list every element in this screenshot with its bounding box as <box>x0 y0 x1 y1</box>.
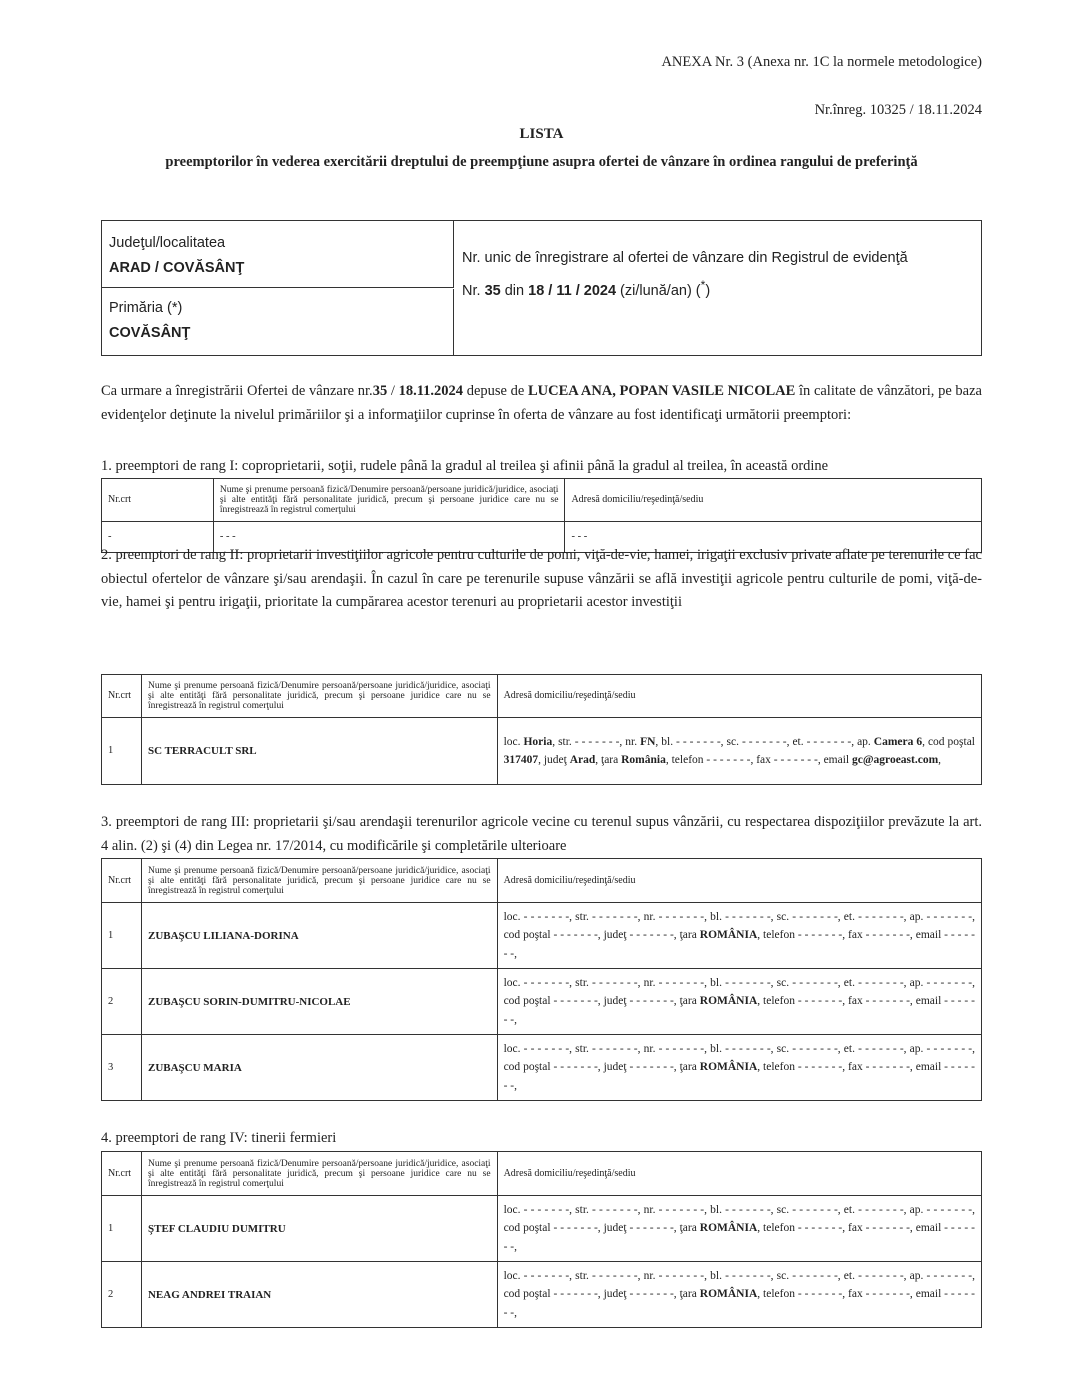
text-segment: din <box>500 282 529 299</box>
preemptor-name: NEAG ANDREI TRAIAN <box>141 1262 497 1328</box>
text-segment: , telefon - - - - - - -, fax - - - - - - -, email - - - - - - -, <box>503 929 976 960</box>
bold-text-segment: ROMÂNIA <box>699 995 758 1008</box>
preemptor-address <box>497 1035 981 1101</box>
row-number: 3 <box>102 1035 142 1101</box>
header-address: Adresă domiciliu/reşedinţă/sediu <box>497 859 981 903</box>
text-segment: loc. - - - - - - -, str. - - - - - - -, nr. - - - - - - -, bl. - - - - - - -, sc. - - - - - - -, et. - - - - - - -, ap. - - - - - - -, cod poştal - - - - - - -, judeţ - - - - - - -, ţara <box>503 1269 975 1301</box>
row-number: 2 <box>102 969 142 1035</box>
bold-text-segment: 35 <box>372 383 388 399</box>
text-segment: loc. - - - - - - -, str. - - - - - - -, nr. - - - - - - -, bl. - - - - - - -, sc. - - - - - - -, et. - - - - - - -, ap. - - - - - - -, cod poştal - - - - - - -, judeţ - - - - - - -, ţara <box>503 976 975 1008</box>
preemptor-address <box>497 718 981 785</box>
preemptor-address <box>497 1262 981 1328</box>
header-nr: Nr.crt <box>102 1152 142 1196</box>
rank-3-table <box>101 858 982 1101</box>
text-segment: , telefon - - - - - - -, fax - - - - - - -, email - - - - - - -, <box>503 1061 976 1092</box>
rank-4-title: 4. preemptori de rang IV: tinerii fermieri <box>101 1130 337 1146</box>
text-segment: în calitate de vânzători, pe baza evidenţelor deţinute la nivelul primăriilor şi a informaţiilor cuprinse în oferta de vânzare au fost identificaţi următorii preemptori: <box>101 383 982 423</box>
text-segment: loc. <box>503 735 524 748</box>
preemptor-address <box>497 1196 981 1262</box>
text-segment: , bl. - - - - - - -, sc. - - - - - - -, et. - - - - - - -, ap. <box>655 735 874 748</box>
preemptor-name: ZUBAŞCU LILIANA-DORINA <box>141 903 497 969</box>
bold-text-segment: 35 <box>484 282 501 299</box>
bold-text-segment: ROMÂNIA <box>699 1061 758 1074</box>
row-number: 1 <box>102 903 142 969</box>
table-row <box>102 718 982 785</box>
header-nr: Nr.crt <box>102 675 142 718</box>
bold-text-segment: România <box>621 754 666 766</box>
row-number: - <box>102 522 214 553</box>
text-segment: , <box>938 754 942 766</box>
info-box <box>101 220 982 356</box>
header-address: Adresă domiciliu/reşedinţă/sediu <box>497 1152 981 1196</box>
rank-2-table <box>101 674 982 785</box>
text-segment: , telefon - - - - - - -, fax - - - - - - -, email - - - - - - -, <box>503 1288 976 1319</box>
text-segment: loc. - - - - - - -, str. - - - - - - -, nr. - - - - - - -, bl. - - - - - - -, sc. - - - - - - -, et. - - - - - - -, ap. - - - - - - -, cod poştal - - - - - - -, judeţ - - - - - - -, ţara <box>503 1203 975 1235</box>
text-segment: , str. - - - - - - -, nr. <box>552 735 641 748</box>
text-segment: Ca urmare a înregistrării Ofertei de vânzare nr. <box>101 383 373 399</box>
bold-text-segment: 317407 <box>503 754 539 766</box>
text-segment: , ţara <box>595 754 622 766</box>
table-row <box>102 903 982 969</box>
preemptor-name: ŞTEF CLAUDIU DUMITRU <box>141 1196 497 1262</box>
text-segment: , telefon - - - - - - -, fax - - - - - - -, email <box>665 754 852 766</box>
bold-text-segment: Arad <box>569 754 596 766</box>
header-name: Nume şi prenume persoană fizică/Denumire persoană/persoane juridică/juridice, asociaţi şi alte entităţi fără personalitate juridică, precum şi persoane juridice care nu se înregistrează în registrul comerţului <box>141 859 497 903</box>
preemptor-address <box>497 969 981 1035</box>
table-header-row <box>102 859 982 903</box>
table-row <box>102 1196 982 1262</box>
primaria-cell <box>102 289 454 355</box>
table-header-row <box>102 1152 982 1196</box>
bold-text-segment: Camera 6 <box>873 735 923 748</box>
table-header-row <box>102 479 982 522</box>
header-nr: Nr.crt <box>102 859 142 903</box>
offer-value <box>462 272 974 305</box>
county-label: Judeţul/localitatea <box>109 235 226 251</box>
header-name: Nume şi prenume persoană fizică/Denumire persoană/persoane juridică/juridice, asociaţi şi alte entităţi fără personalitate juridică, precum şi persoane juridice care nu se înregistrează în registrul comerţului <box>141 1152 497 1196</box>
bold-text-segment: 18.11.2024 <box>398 383 464 399</box>
rank-1-table <box>101 478 982 553</box>
text-segment: * <box>700 278 706 292</box>
bold-text-segment: LUCEA ANA, POPAN VASILE NICOLAE <box>528 383 796 399</box>
header-name: Nume şi prenume persoană fizică/Denumire persoană/persoane juridică/juridice, asociaţi şi alte entităţi fără personalitate juridică, precum şi persoane juridice care nu se înregistrează în registrul comerţului <box>141 675 497 718</box>
document-subtitle: preemptorilor în vederea exercitării dreptului de preempţiune asupra ofertei de vânzare în ordinea rangului de preferinţă <box>165 154 918 170</box>
bold-text-segment: 18 / 11 / 2024 <box>528 282 617 299</box>
text-segment: , telefon - - - - - - -, fax - - - - - - -, email - - - - - - -, <box>503 995 976 1026</box>
primaria-value: COVĂSÂNŢ <box>109 325 191 341</box>
row-number: 1 <box>102 1196 142 1262</box>
rank-3-title: 3. preemptori de rang III: proprietarii şi/sau arendaşii terenurilor agricole vecine cu terenul supus vânzării, cu respectarea dispoziţiilor prevăzute la art. 4 alin. (2) şi (4) din Legea nr. 17/2014, cu modificările şi completările ulterioare <box>101 814 982 854</box>
offer-label: Nr. unic de înregistrare al ofertei de vânzare din Registrul de evidenţă <box>462 250 908 266</box>
document-title: LISTA <box>519 126 564 142</box>
bold-text-segment: Horia <box>523 735 553 748</box>
bold-text-segment: ROMÂNIA <box>699 1222 758 1235</box>
header-address: Adresă domiciliu/reşedinţă/sediu <box>565 479 982 522</box>
text-segment: , cod poştal <box>922 735 976 748</box>
text-segment: loc. - - - - - - -, str. - - - - - - -, nr. - - - - - - -, bl. - - - - - - -, sc. - - - - - - -, et. - - - - - - -, ap. - - - - - - -, cod poştal - - - - - - -, judeţ - - - - - - -, ţara <box>503 1042 975 1074</box>
annex-reference: ANEXA Nr. 3 (Anexa nr. 1C la normele metodologice) <box>661 54 982 70</box>
text-segment: depuse de <box>463 383 529 399</box>
bold-text-segment: gc@agroeast.com <box>852 754 939 766</box>
preemptor-name: ZUBAŞCU MARIA <box>141 1035 497 1101</box>
header-nr: Nr.crt <box>102 479 214 522</box>
rank-4-table <box>101 1151 982 1328</box>
row-number: 2 <box>102 1262 142 1328</box>
text-segment: / <box>387 383 399 399</box>
offer-cell <box>455 245 981 305</box>
row-number: 1 <box>102 718 142 785</box>
preemptor-address <box>497 903 981 969</box>
preemptor-name: ZUBAŞCU SORIN-DUMITRU-NICOLAE <box>141 969 497 1035</box>
bold-text-segment: FN <box>640 735 656 748</box>
header-address: Adresă domiciliu/reşedinţă/sediu <box>497 675 981 718</box>
rank-1-title: 1. preemptori de rang I: coproprietarii, soţii, rudele până la gradul al treilea şi afinii până la gradul al treilea, în această ordine <box>101 458 829 474</box>
table-header-row <box>102 675 982 718</box>
rank-2-title: 2. preemptori de rang II: proprietarii investiţiilor agricole pentru culturile de pomi, viţă-de-vie, hamei, irigaţii exclusiv private aflate pe terenurile ce fac obiectul ofertelor de vânzare şi/sau arendaşii. În cazul în care pe terenurile supuse vânzării se află investiţii agricole pentru culturile de pomi, viţă-de-vie, hamei şi pentru irigaţii, prioritate la cumpărarea acestor terenuri au proprietarii acestor investiţii <box>101 547 982 610</box>
county-cell <box>102 221 454 288</box>
text-segment: (zi/lună/an) ( <box>616 282 701 299</box>
table-row <box>102 1035 982 1101</box>
table-row <box>102 969 982 1035</box>
preemptor-name: - - - <box>213 522 565 553</box>
registration-number: Nr.înreg. 10325 / 18.11.2024 <box>814 102 982 118</box>
bold-text-segment: ROMÂNIA <box>699 1288 758 1301</box>
header-name: Nume şi prenume persoană fizică/Denumire persoană/persoane juridică/juridice, asociaţi şi alte entităţi fără personalitate juridică, precum şi persoane juridice care nu se înregistrează în registrul comerţului <box>213 479 565 522</box>
bold-text-segment: ROMÂNIA <box>699 929 758 942</box>
text-segment: , judeţ <box>538 754 570 766</box>
preemptor-name: SC TERRACULT SRL <box>141 718 497 785</box>
table-row <box>102 1262 982 1328</box>
text-segment: Nr. <box>462 282 485 299</box>
county-value: ARAD / COVĂSÂNŢ <box>109 260 245 276</box>
primaria-label: Primăria (*) <box>109 300 183 316</box>
text-segment: ) <box>705 282 711 299</box>
intro-paragraph <box>101 380 982 427</box>
text-segment: , telefon - - - - - - -, fax - - - - - - -, email - - - - - - -, <box>503 1222 976 1253</box>
text-segment: loc. - - - - - - -, str. - - - - - - -, nr. - - - - - - -, bl. - - - - - - -, sc. - - - - - - -, et. - - - - - - -, ap. - - - - - - -, cod poştal - - - - - - -, judeţ - - - - - - -, ţara <box>503 910 975 942</box>
text-segment: - - - <box>571 531 588 542</box>
